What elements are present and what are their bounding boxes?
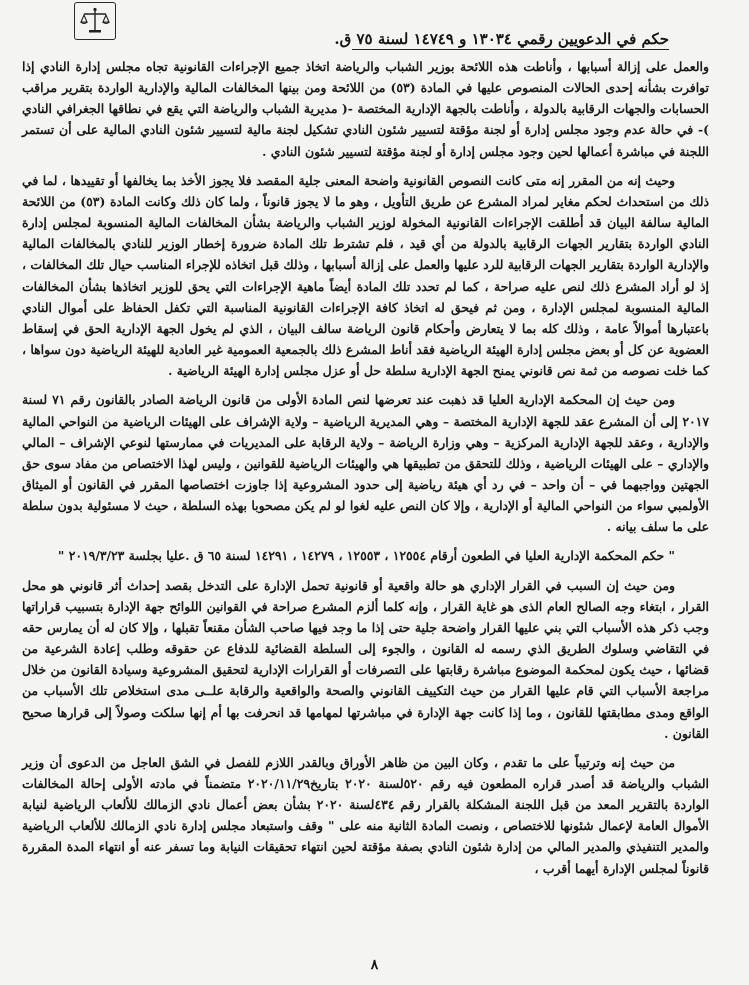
page-header	[22, 0, 709, 56]
paragraph: ومن حيث إن المحكمة الإدارية العليا قد ذهبت عند تعرضها لنص المادة الأولى من قانون الرياضة الصادر بالقانون رقم ٧١ لسنة ٢٠١٧ إلى أن المشرع عقد للجهة الإدارية المختصة – وهي المديرية الرياضية – ولاية الإشراف على الهيئات الرياضية من النواحي المالية والإدارية ، وعقد للجهة الإدارية المركزية – وهي وزارة الرياضة – ولاية الرقابة على المديريات في ممارستها لنوعي الإشراف – المالي والإداري – على الهيئات الرياضية ، وذلك للتحقق من تطبيقها هي والهيئات الرياضية للقوانين ، وليس لهذا الاختصاص من مفاد سوى حق الجهتين وواجبهما في – أن واحد – في رد أي هيئة رياضية إلى حدود المشروعية إذا جاوزت اختصاصها المقرر في القانون أو الميثاق الأولمبي سواء من النواحي المالية أو الإدارية ، وإلا كان النص عليه لغوا لو لم يكن مصحوبا بهذه السلطة ، حيث لا مسئولية بدون سلطة على ما سلف بيانه .	[22, 392, 709, 535]
paragraph: وحيث إنه من المقرر إنه متى كانت النصوص القانونية واضحة المعنى جلية المقصد فلا يجوز الأخذ بما يخالفها أو تقييدها ، لما في ذلك من استحداث لحكم مغاير لمراد المشرع عن طريق التأويل ، وهو ما لا يجوز قانوناً ، ولما كان ذلك وكانت المادة (٥٣) من اللائحة المالية سالفة البيان قد أطلقت الإجراءات القانونية المخولة لوزير الشباب والرياضة بشأن المخالفات المالية المنسوبة لمجلس إدارة النادي الواردة بتقارير الجهات الرقابية بالدولة من أي قيد ، فلم تشترط تلك المادة ضرورة إخطار الوزير للنادي بالمخالفات المالية والإدارية الواردة بتقارير الجهات الرقابية للرد عليها والعمل على إزالة أسبابها ، وذلك قبل اتخاذه للإجراء المناسب حيال تلك المخالفات ، إذ لو أراد المشرع ذلك لنص عليه صراحة ، كما لم تحدد تلك المادة أيضاً ماهية الإجراءات التي يحق للوزير اتخاذها بشأن المخالفات المالية المنسوبة لمجلس الإدارة ، ومن ثم فيحق له اتخاذ كافة الإجراءات القانونية المناسبة التي تكفل الحفاظ على أموال النادي باعتبارها أموالاً عامة ، وذلك كله بما لا يتعارض وأحكام قانون الرياضة سالف البيان ، الذي لم يخول الجهة الإدارية الحق في إسقاط العضوية عن كل أو بعض مجلس إدارة الهيئة الرياضية فقد أناط المشرع ذلك بالجمعية العمومية غير العادية للهيئة الرياضية دون سواها ، كما خلت نصوصه من ثمة نص قانوني يمنح الجهة الإدارية سلطة حل أو عزل مجلس إدارة الهيئة الرياضية .	[22, 172, 709, 379]
paragraph: من حيث إنه وترتيباً على ما تقدم ، وكان البين من ظاهر الأوراق وبالقدر اللازم للفصل في الشق العاجل من الدعوى أن وزير الشباب والرياضة قد أصدر قراره المطعون فيه رقم ٥٢٠لسنة ٢٠٢٠ بتاريخ٢٠٢٠/١١/٢٩ متضمناً في مادته الأولى إحالة المخالفات الواردة بالتقرير المعد من قبل اللجنة المشكلة بالقرار رقم ٤٣٤لسنة ٢٠٢٠ بشأن بعض أعمال نادي الزمالك للألعاب الرياضية لنيابة الأموال العامة لإعمال شئونها للاختصاص ، ونصت المادة الثانية منه على " وقف واستبعاد مجلس إدارة نادي الزمالك للألعاب الرياضية والمدير التنفيذي والمدير المالي من إدارة شئون النادي بصفة مؤقتة لحين انتهاء تحقيقات النيابة وما تسفر عنه أو انتهاء المدة المقررة قانوناً لمجلس الإدارة أيهما أقرب ،	[22, 754, 710, 876]
case-title: حكم في الدعويين رقمي ١٣٠٣٤ و ١٤٧٤٩ لسنة ٧٥ ق.	[334, 30, 669, 48]
document-body	[22, 56, 709, 879]
scales-of-justice-icon	[78, 6, 112, 36]
paragraph: ومن حيث إن السبب في القرار الإداري هو حالة واقعية أو قانونية تحمل الإدارة على التدخل بقصد إحداث أثر قانوني هو محل القرار ، ابتغاء وجه الصالح العام الذى هو غاية القرار ، وإنه كلما ألزم المشرع صراحة في القوانين اللوائح جهة الإدارة بتسبيب قراراتها وجب ذكر هذه الأسباب التي بني عليها القرار واضحة جلية حتى إذا ما وجد فيها صاحب الشأن مقنعاً تقبلها ، وإلا كان له أن يمارس حقه في التقاضي وسلوك الطريق الذي رسمه له القانون ، والجوء إلى السلطة القضائية للدفاع عن حقوقه وطلب إعادة الشرعية من قضائها ، حيث يكون لمحكمة الموضوع مباشرة رقابتها على التصرفات أو القرارات الإدارية لتحقيق المشروعية وسيادة القانون من خلال مراجعة الأسباب التي قام عليها القرار من حيث التكييف القانوني والصحة والواقعية والرقابة علــى مدى استخلاص تلك الأسباب من الواقع ومدى مطابقتها للقانون ، وما إذا كانت جهة الإدارة في مباشرتها لمهامها قد انحرفت بها أم إنها سلكت وصولاً إلى قرارها صحيح القانون .	[22, 577, 709, 741]
page-number: ٨	[370, 957, 379, 973]
paragraph: والعمل على إزالة أسبابها ، وأناطت هذه اللائحة بوزير الشباب والرياضة اتخاذ جميع الإجراءات القانونية تجاه مجلس إدارة النادي إذا توافرت بشأنه إحدى الحالات المنصوص عليها في المادة (٥٣) من اللائحة ومن بينها المخالفات المالية والإدارية الواردة بتقرير مراقب الحسابات والجهات الرقابية بالدولة ، وأناطت بالجهة الإدارية المختصة -( مديرية الشباب والرياضة التي يقع في نطاقها الجغرافي النادي )- في حالة عدم وجود مجلس إدارة أو لجنة مؤقتة لتسيير شئون النادي تشكيل لجنة مالية لتسيير شئون النادي المالية على أن تستمر اللجنة في مباشرة أعمالها لحين وجود مجلس إدارة أو لجنة مؤقتة لتسيير شئون النادي .	[22, 59, 709, 159]
court-emblem	[74, 2, 116, 40]
citation-paragraph: " حكم المحكمة الإدارية العليا في الطعون أرقام ١٢٥٥٤ ، ١٢٥٥٣ ، ١٤٢٧٩ ، ١٤٢٩١ لسنة ٦٥ ق .عليا بجلسة ٢٠١٩/٣/٢٣ "	[57, 548, 675, 564]
